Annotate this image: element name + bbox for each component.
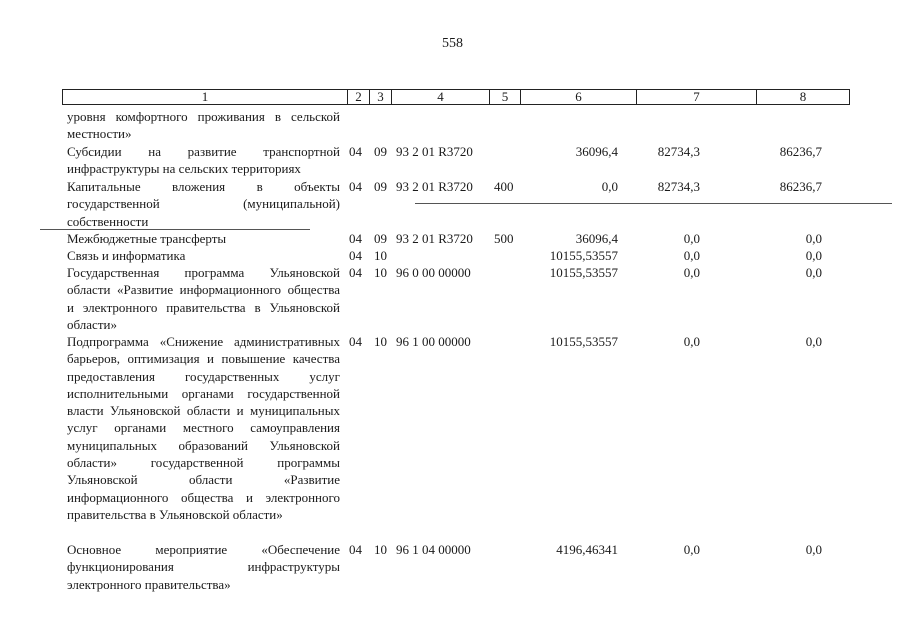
row-section: 04 bbox=[349, 231, 362, 246]
row-amount-1: 10155,53557 bbox=[549, 265, 618, 280]
scan-line bbox=[40, 229, 310, 230]
row-name: Капитальные вложения в объекты государственной (муниципальной) собственности bbox=[67, 179, 340, 229]
row-target-code: 96 1 00 00000 bbox=[396, 334, 471, 349]
row-subsection: 09 bbox=[374, 231, 387, 246]
row-section: 04 bbox=[349, 179, 362, 194]
header-col-5: 5 bbox=[489, 90, 520, 104]
header-col-3: 3 bbox=[369, 90, 391, 104]
header-col-4: 4 bbox=[391, 90, 489, 104]
row-section: 04 bbox=[349, 334, 362, 349]
row-amount-2: 82734,3 bbox=[657, 179, 700, 194]
row-subsection: 10 bbox=[374, 334, 387, 349]
row-name: Государственная программа Ульяновской области «Развитие информационного общества и электронного правительства в Ульяновской области» bbox=[67, 265, 340, 332]
row-amount-2: 0,0 bbox=[683, 248, 700, 263]
row-target-code: 93 2 01 R3720 bbox=[396, 144, 473, 159]
row-amount-2: 0,0 bbox=[683, 334, 700, 349]
row-amount-2: 0,0 bbox=[683, 542, 700, 557]
row-name: уровня комфортного проживания в сельской местности» bbox=[67, 109, 340, 142]
row-amount-1: 4196,46341 bbox=[556, 542, 618, 557]
row-subsection: 10 bbox=[374, 265, 387, 280]
row-subsection: 10 bbox=[374, 542, 387, 557]
row-name: Межбюджетные трансферты bbox=[67, 231, 227, 246]
header-col-8: 8 bbox=[756, 90, 849, 104]
row-amount-1: 0,0 bbox=[601, 179, 618, 194]
row-name: Субсидии на развитие транспортной инфраструктуры на сельских территориях bbox=[67, 144, 340, 177]
row-amount-2: 0,0 bbox=[683, 265, 700, 280]
row-amount-1: 36096,4 bbox=[575, 231, 618, 246]
row-name: Связь и информатика bbox=[67, 248, 186, 263]
row-target-code: 93 2 01 R3720 bbox=[396, 179, 473, 194]
row-target-code: 93 2 01 R3720 bbox=[396, 231, 473, 246]
row-target-code: 96 0 00 00000 bbox=[396, 265, 471, 280]
row-name: Основное мероприятие «Обеспечение функционирования инфраструктуры электронного правительства» bbox=[67, 542, 340, 592]
row-expense-type: 500 bbox=[494, 231, 514, 246]
row-amount-3: 0,0 bbox=[805, 265, 822, 280]
row-section: 04 bbox=[349, 248, 362, 263]
row-amount-3: 86236,7 bbox=[779, 144, 822, 159]
row-section: 04 bbox=[349, 542, 362, 557]
row-section: 04 bbox=[349, 144, 362, 159]
row-amount-1: 36096,4 bbox=[575, 144, 618, 159]
row-subsection: 10 bbox=[374, 248, 387, 263]
header-col-1: 1 bbox=[201, 89, 209, 104]
row-amount-3: 0,0 bbox=[805, 231, 822, 246]
scan-line bbox=[415, 203, 892, 204]
row-subsection: 09 bbox=[374, 179, 387, 194]
row-amount-2: 82734,3 bbox=[657, 144, 700, 159]
header-col-7: 7 bbox=[636, 90, 756, 104]
row-amount-2: 0,0 bbox=[683, 231, 700, 246]
header-col-6: 6 bbox=[520, 90, 636, 104]
row-target-code: 96 1 04 00000 bbox=[396, 542, 471, 557]
table-header bbox=[62, 89, 850, 105]
row-amount-3: 0,0 bbox=[805, 542, 822, 557]
row-amount-3: 86236,7 bbox=[779, 179, 822, 194]
row-name: Подпрограмма «Снижение административных барьеров, оптимизация и повышение качества предоставления государственных услуг исполнительными органами государственной власти Ульяновской области и муниципальных услуг органами местного самоуправления муниципальных образований Ульяновской области» государственной программы Ульяновской области «Развитие информационного общества и электронного правительства в Ульяновской области» bbox=[67, 334, 340, 522]
row-amount-1: 10155,53557 bbox=[549, 334, 618, 349]
page-number: 558 bbox=[442, 36, 463, 51]
row-amount-3: 0,0 bbox=[805, 334, 822, 349]
row-amount-3: 0,0 bbox=[805, 248, 822, 263]
row-expense-type: 400 bbox=[494, 179, 514, 194]
row-subsection: 09 bbox=[374, 144, 387, 159]
row-amount-1: 10155,53557 bbox=[549, 248, 618, 263]
row-section: 04 bbox=[349, 265, 362, 280]
header-col-2: 2 bbox=[347, 90, 369, 104]
